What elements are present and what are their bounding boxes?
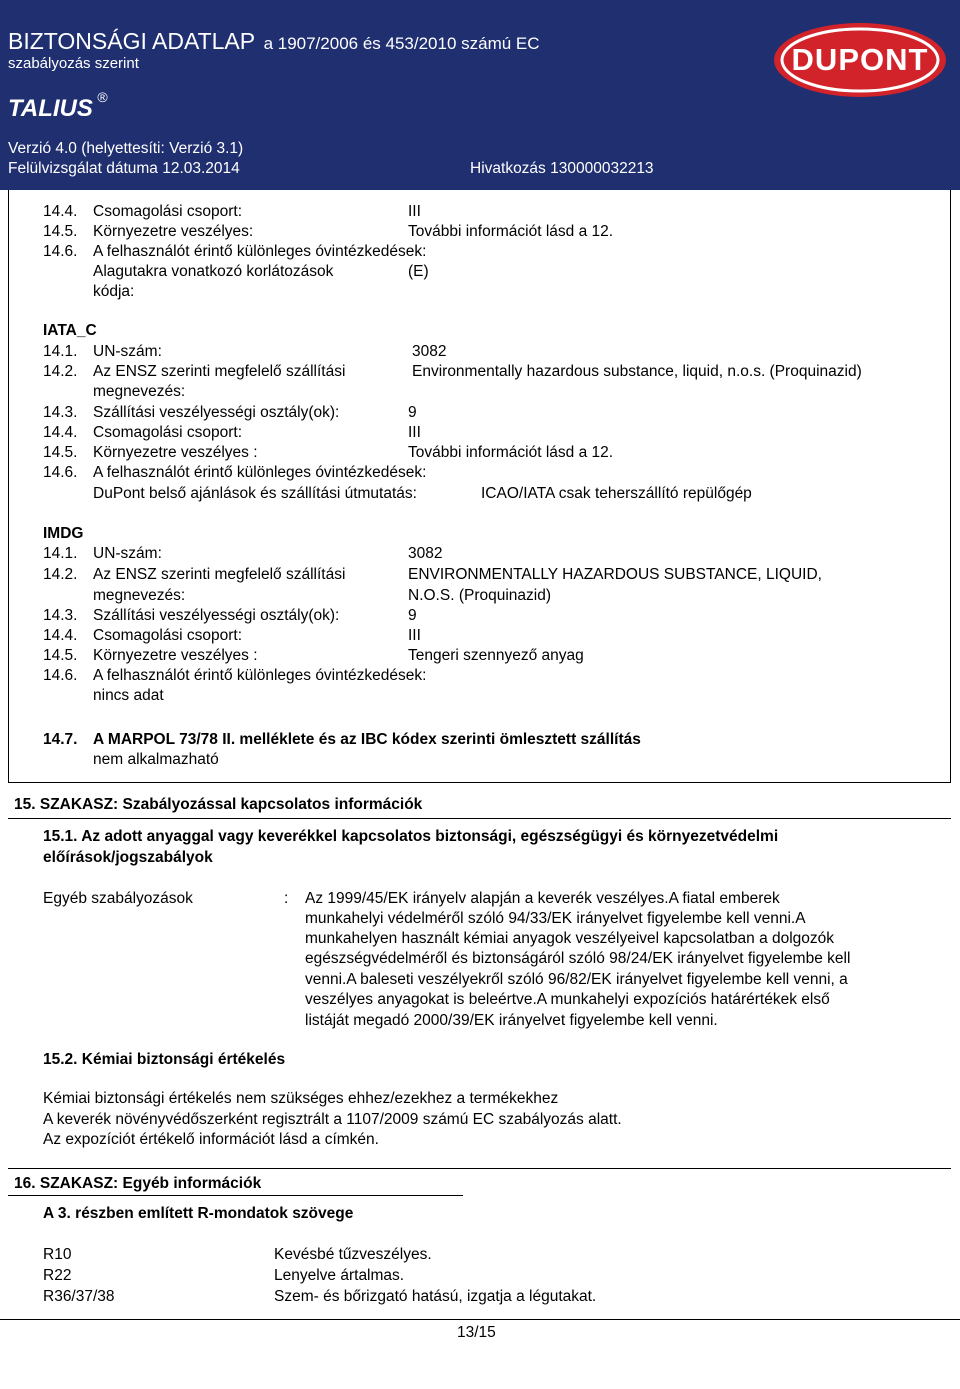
iata-r6-num: 14.6. bbox=[43, 464, 78, 481]
r-phrase-code: R22 bbox=[43, 1267, 72, 1284]
adn-r44-num: 14.4. bbox=[43, 203, 78, 220]
footer-rule bbox=[0, 1319, 960, 1320]
registered-mark: ® bbox=[97, 89, 108, 105]
r-phrase-text: Lenyelve ártalmas. bbox=[274, 1267, 405, 1284]
dupont-logo bbox=[770, 20, 950, 100]
iata-r5-num: 14.5. bbox=[43, 444, 78, 461]
regulation-text-2: szabályozás szerint bbox=[8, 55, 139, 72]
iata-r3-num: 14.3. bbox=[43, 404, 78, 421]
adn-r45-label: Környezetre veszélyes: bbox=[93, 223, 254, 240]
other-regulations-line: munkahelyen használt kémiai anyagok veszélyeivel kapcsolatban a dolgozók bbox=[305, 930, 835, 947]
imdg-r3-value: 9 bbox=[408, 607, 417, 624]
iata-r2-num: 14.2. bbox=[43, 363, 78, 380]
imdg-r4-num: 14.4. bbox=[43, 627, 78, 644]
section15-heading-rule bbox=[8, 818, 951, 819]
section16-title: 16. SZAKASZ: Egyéb információk bbox=[14, 1175, 262, 1192]
marpol-title: A MARPOL 73/78 II. melléklete és az IBC kódex szerinti ömlesztett szállítás bbox=[93, 731, 641, 748]
marpol-text: nem alkalmazható bbox=[93, 751, 219, 768]
tunnel-label: Alagutakra vonatkozó korlátozások bbox=[93, 263, 334, 280]
imdg-r1-label: UN-szám: bbox=[93, 545, 162, 562]
imdg-r6-sub: nincs adat bbox=[93, 687, 164, 704]
iata-r6-sub-value: ICAO/IATA csak teherszállító repülőgép bbox=[481, 485, 752, 502]
imdg-r2-num: 14.2. bbox=[43, 566, 78, 583]
r-phrase-text: Szem- és bőrizgató hatású, izgatja a légutakat. bbox=[274, 1288, 597, 1305]
imdg-r6-label: A felhasználót érintő különleges óvintézkedések: bbox=[93, 667, 427, 684]
adn-r44-label: Csomagolási csoport: bbox=[93, 203, 243, 220]
r-phrase-code: R10 bbox=[43, 1246, 72, 1263]
other-regulations-line: Az 1999/45/EK irányelv alapján a keverék veszélyes.A fiatal emberek bbox=[305, 890, 780, 907]
iata-r1-label: UN-szám: bbox=[93, 343, 162, 360]
chemical-safety-line: Az expozíciót értékelő információt lásd a címkén. bbox=[43, 1131, 379, 1148]
r-phrase-code: R36/37/38 bbox=[43, 1288, 115, 1305]
tunnel-label-2: kódja: bbox=[93, 283, 135, 300]
other-regulations-line: venni.A baleseti veszélyekről szóló 96/82/EK irányelvet figyelembe kell venni, a bbox=[305, 971, 848, 988]
section-divider-16 bbox=[8, 1168, 951, 1169]
other-regulations-line: munkahelyi védelméről szóló 94/33/EK irányelvet figyelembe kell venni.A bbox=[305, 910, 806, 927]
section15-2-title: 15.2. Kémiai biztonsági értékelés bbox=[43, 1051, 286, 1068]
iata-r2-value: Environmentally hazardous substance, liquid, n.o.s. (Proquinazid) bbox=[412, 363, 862, 380]
regulation-text: a 1907/2006 és 453/2010 számú EC bbox=[263, 34, 540, 53]
imdg-r1-num: 14.1. bbox=[43, 545, 78, 562]
iata-r4-label: Csomagolási csoport: bbox=[93, 424, 243, 441]
iata-r4-num: 14.4. bbox=[43, 424, 78, 441]
reference-number: Hivatkozás 130000032213 bbox=[470, 160, 654, 177]
iata-r6-sub: DuPont belső ajánlások és szállítási útmutatás: bbox=[93, 485, 417, 502]
iata-r1-num: 14.1. bbox=[43, 343, 78, 360]
imdg-r4-label: Csomagolási csoport: bbox=[93, 627, 243, 644]
imdg-r4-value: III bbox=[408, 627, 421, 644]
chemical-safety-line: A keverék növényvédőszerként regisztrált a 1107/2009 számú EC szabályozás alatt. bbox=[43, 1111, 622, 1128]
iata-r3-label: Szállítási veszélyességi osztály(ok): bbox=[93, 404, 340, 421]
imdg-r3-num: 14.3. bbox=[43, 607, 78, 624]
logo-text: DUPONT bbox=[791, 42, 929, 77]
iata-r5-value: További információt lásd a 12. bbox=[408, 444, 614, 461]
left-rule bbox=[8, 190, 9, 782]
imdg-r6-num: 14.6. bbox=[43, 667, 78, 684]
section16-heading-rule bbox=[8, 1195, 463, 1196]
imdg-r2-label: Az ENSZ szerinti megfelelő szállítási bbox=[93, 566, 346, 583]
section15-title: 15. SZAKASZ: Szabályozással kapcsolatos információk bbox=[14, 796, 423, 813]
iata-title: IATA_C bbox=[43, 322, 97, 339]
section15-1-title: 15.1. Az adott anyaggal vagy keverékkel kapcsolatos biztonsági, egészségügyi és környezetvédelmi bbox=[43, 828, 779, 845]
adn-r44-value: III bbox=[408, 203, 421, 220]
chemical-safety-line: Kémiai biztonsági értékelés nem szükséges ehhez/ezekhez a termékekhez bbox=[43, 1090, 559, 1107]
doc-title: BIZTONSÁGI ADATLAP bbox=[8, 28, 256, 54]
imdg-r5-num: 14.5. bbox=[43, 647, 78, 664]
iata-r5-label: Környezetre veszélyes : bbox=[93, 444, 258, 461]
imdg-r2-label-2: megnevezés: bbox=[93, 587, 186, 604]
revision-date: Felülvizsgálat dátuma 12.03.2014 bbox=[8, 160, 240, 177]
adn-r45-value: További információt lásd a 12. bbox=[408, 223, 614, 240]
other-regulations-line: veszélyes anyagokat is beleértve.A munkahelyi expozíciós határértékek első bbox=[305, 991, 830, 1008]
header-band bbox=[0, 0, 960, 190]
iata-r2-label: Az ENSZ szerinti megfelelő szállítási bbox=[93, 363, 346, 380]
imdg-r5-label: Környezetre veszélyes : bbox=[93, 647, 258, 664]
iata-r4-value: III bbox=[408, 424, 421, 441]
version-text: Verzió 4.0 (helyettesíti: Verzió 3.1) bbox=[8, 140, 244, 157]
imdg-r3-label: Szállítási veszélyességi osztály(ok): bbox=[93, 607, 340, 624]
r-phrases-title: A 3. részben említett R-mondatok szövege bbox=[43, 1205, 354, 1222]
doc-title-row bbox=[8, 28, 540, 55]
imdg-title: IMDG bbox=[43, 525, 84, 542]
other-regulations-label: Egyéb szabályozások bbox=[43, 890, 193, 907]
other-regulations-line: listáját megadó 2000/39/EK irányelvet figyelembe kell venni. bbox=[305, 1012, 718, 1029]
right-rule bbox=[950, 190, 951, 782]
iata-r6-label: A felhasználót érintő különleges óvintézkedések: bbox=[93, 464, 427, 481]
adn-r45-num: 14.5. bbox=[43, 223, 78, 240]
imdg-r2-value: ENVIRONMENTALLY HAZARDOUS SUBSTANCE, LIQUID, bbox=[408, 566, 822, 583]
r-phrase-text: Kevésbé tűzveszélyes. bbox=[274, 1246, 432, 1263]
tunnel-value: (E) bbox=[408, 263, 429, 280]
adn-r46-num: 14.6. bbox=[43, 243, 78, 260]
product-name: TALIUS bbox=[8, 95, 93, 122]
section-divider-15 bbox=[8, 782, 951, 783]
iata-r3-value: 9 bbox=[408, 404, 417, 421]
imdg-r5-value: Tengeri szennyező anyag bbox=[408, 647, 584, 664]
iata-r1-value: 3082 bbox=[412, 343, 447, 360]
page-number: 13/15 bbox=[457, 1324, 496, 1341]
imdg-r1-value: 3082 bbox=[408, 545, 443, 562]
other-regulations-line: egészségvédelméről és biztonságáról szóló 98/24/EK irányelvet figyelembe kell bbox=[305, 950, 851, 967]
marpol-num: 14.7. bbox=[43, 731, 78, 748]
adn-r46-label: A felhasználót érintő különleges óvintézkedések: bbox=[93, 243, 427, 260]
imdg-r2-value-2: N.O.S. (Proquinazid) bbox=[408, 587, 551, 604]
iata-r2-label-2: megnevezés: bbox=[93, 383, 186, 400]
product-row bbox=[8, 89, 108, 123]
section15-1-title-2: előírások/jogszabályok bbox=[43, 849, 213, 866]
other-regulations-colon: : bbox=[284, 890, 289, 907]
